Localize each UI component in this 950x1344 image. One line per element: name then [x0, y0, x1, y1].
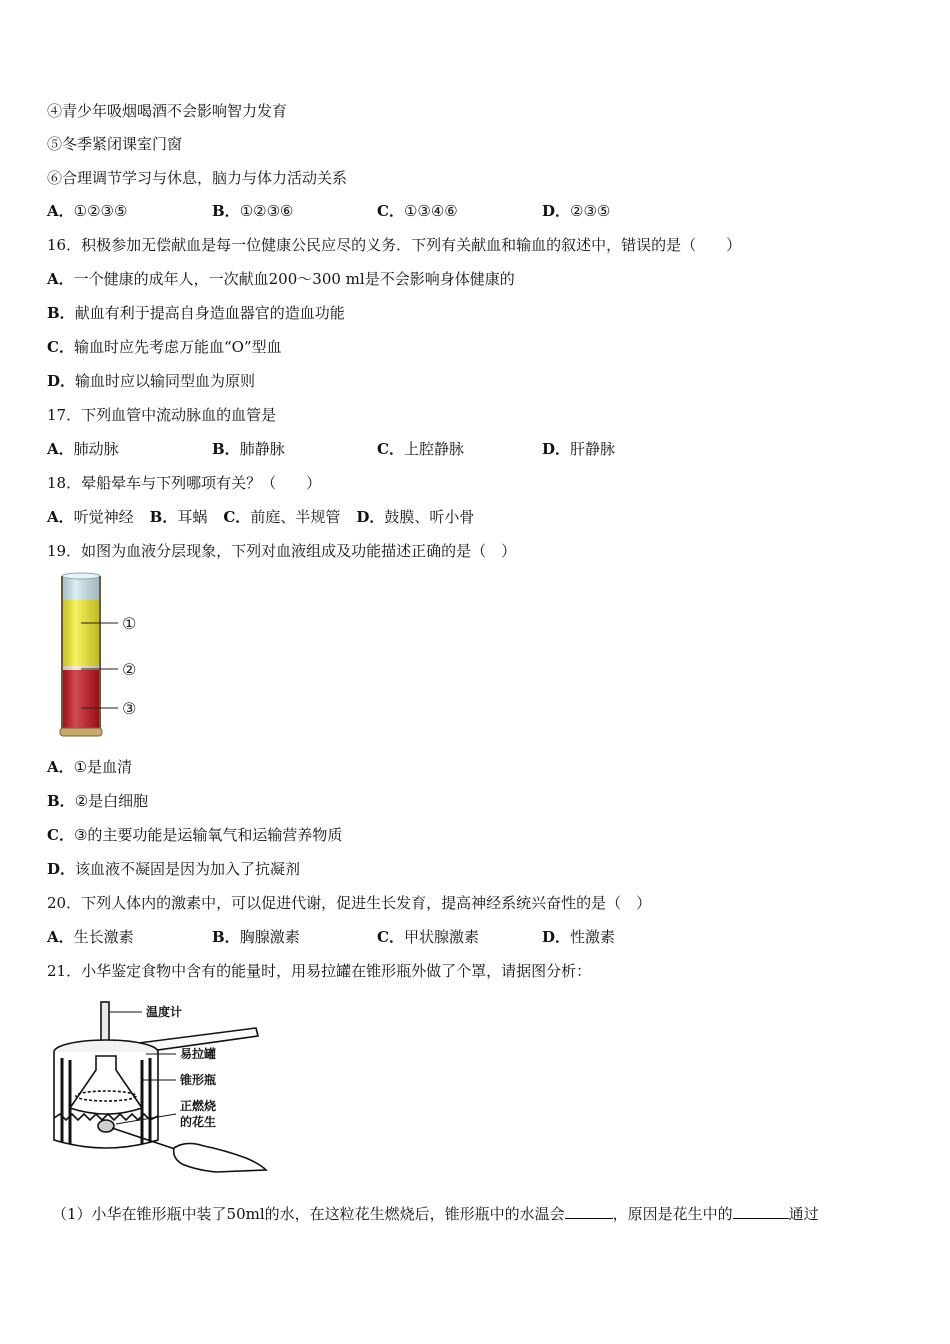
q16-stem: 16．积极参加无偿献血是每一位健康公民应尽的义务．下列有关献血和输血的叙述中，错误的是（ ） [47, 236, 742, 254]
q15-option-a[interactable]: A．①②③⑤ [47, 202, 128, 220]
hand-icon [174, 1143, 266, 1172]
label-thermometer: 温度计 [146, 1005, 183, 1019]
q18-options [47, 506, 474, 528]
q15-item-6: ⑥合理调节学习与休息，脑力与体力活动关系 [47, 169, 348, 187]
q15-option-d[interactable]: D．②③⑤ [542, 202, 611, 220]
q15-option-c[interactable]: C．①③④⑥ [377, 202, 458, 220]
q18-stem: 18．晕船晕车与下列哪项有关？（ ） [47, 474, 322, 492]
q20-option-c[interactable]: C．甲状腺激素 [377, 928, 479, 946]
q18-option-a[interactable]: A．听觉神经 [47, 508, 134, 526]
q19-stem: 19．如图为血液分层现象，下列对血液组成及功能描述正确的是（ ） [47, 542, 517, 560]
label-peanut-1: 正燃烧 [180, 1099, 217, 1113]
peanut-icon [98, 1120, 114, 1132]
q19-option-b[interactable]: B．②是白细胞 [47, 792, 149, 810]
q17-options [47, 438, 615, 460]
q19-option-d[interactable]: D．该血液不凝固是因为加入了抗凝剂 [47, 860, 301, 878]
q20-options [47, 926, 615, 948]
q20-stem: 20．下列人体内的激素中，可以促进代谢，促进生长发育，提高神经系统兴奋性的是（ ） [47, 894, 652, 912]
label-3: ③ [122, 699, 137, 718]
q17-option-c[interactable]: C．上腔静脉 [377, 440, 464, 458]
q18-option-b[interactable]: B．耳蜗 [149, 508, 208, 526]
q16-option-b[interactable]: B．献血有利于提高自身造血器官的造血功能 [47, 304, 345, 322]
q16-option-d[interactable]: D．输血时应以输同型血为原则 [47, 372, 256, 390]
tube-rim [62, 573, 100, 579]
q21-stem: 21．小华鉴定食物中含有的能量时，用易拉罐在锥形瓶外做了个罩，请据图分析： [47, 962, 592, 980]
q20-option-a[interactable]: A．生长激素 [47, 928, 134, 946]
peanut-burning-apparatus-figure [46, 998, 276, 1174]
q16-option-a[interactable]: A．一个健康的成年人，一次献血200～300 ml是不会影响身体健康的 [47, 270, 515, 288]
q17-option-b[interactable]: B．肺静脉 [212, 440, 285, 458]
q15-item-5: ⑤冬季紧闭课室门窗 [47, 135, 183, 153]
label-2: ② [122, 660, 137, 679]
blood-tube-figure [52, 572, 152, 738]
q20-option-d[interactable]: D．性激素 [542, 928, 616, 946]
q15-options [47, 200, 610, 222]
q15-option-b[interactable]: B．①②③⑥ [212, 202, 294, 220]
label-peanut-2: 的花生 [180, 1115, 217, 1129]
tube-base [60, 728, 102, 736]
q18-option-c[interactable]: C．前庭、半规管 [223, 508, 341, 526]
label-1: ① [122, 614, 137, 633]
q20-option-b[interactable]: B．胸腺激素 [212, 928, 300, 946]
q15-item-4: ④青少年吸烟喝酒不会影响智力发育 [47, 102, 288, 120]
q18-option-d[interactable]: D．鼓膜、听小骨 [356, 508, 475, 526]
answer-blank-2[interactable] [733, 1204, 789, 1219]
q17-option-a[interactable]: A．肺动脉 [47, 440, 119, 458]
answer-blank-1[interactable] [565, 1204, 613, 1219]
label-can: 易拉罐 [180, 1047, 217, 1061]
q16-option-c[interactable]: C．输血时应先考虑万能血“O”型血 [47, 338, 282, 356]
tube-glass-shading [62, 576, 100, 728]
q17-stem: 17．下列血管中流动脉血的血管是 [47, 406, 277, 424]
q19-option-a[interactable]: A．①是血清 [47, 758, 133, 776]
q19-option-c[interactable]: C．③的主要功能是运输氧气和运输营养物质 [47, 826, 343, 844]
q17-option-d[interactable]: D．肝静脉 [542, 440, 616, 458]
q21-sub1: （1）小华在锥形瓶中装了50ml的水，在这粒花生燃烧后，锥形瓶中的水温会 ，原因是花生中的 通过 [52, 1205, 819, 1223]
label-flask: 锥形瓶 [180, 1073, 217, 1087]
